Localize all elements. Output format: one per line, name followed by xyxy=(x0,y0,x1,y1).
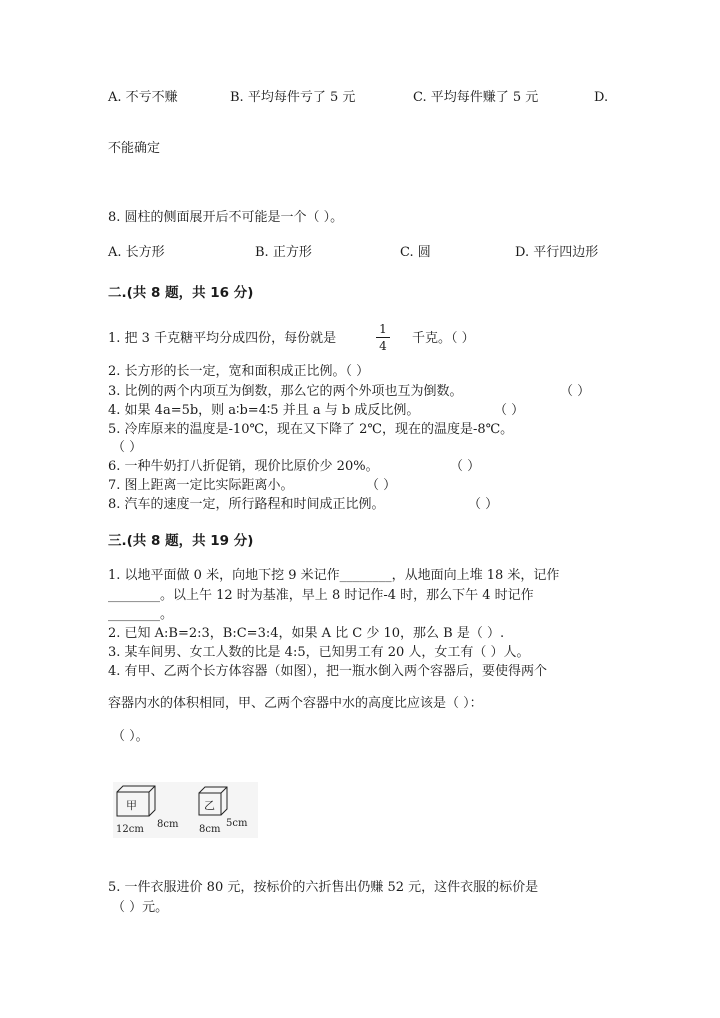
q8-option-b: B. 正方形 xyxy=(255,245,312,260)
q7-option-b: B. 平均每件亏了 5 元 xyxy=(230,90,356,105)
s2-q1-tail: 千克。（ ） xyxy=(412,331,475,346)
s2-q7: 7. 图上距离一定比实际距离小。 xyxy=(108,478,294,493)
s2-q4-paren: （ ） xyxy=(494,403,525,418)
section-2-heading: 二.(共 8 题，共 16 分) xyxy=(108,285,254,301)
q7-option-a: A. 不亏不赚 xyxy=(108,90,178,105)
s2-q5-paren: （ ） xyxy=(112,440,143,455)
s3-q5-line2: （ ）元。 xyxy=(112,900,169,915)
s2-q1-fraction xyxy=(376,322,390,353)
fraction-bar xyxy=(376,337,390,338)
s2-q2: 2. 长方形的长一定，宽和面积成正比例。（ ） xyxy=(108,364,370,379)
q8-option-c: C. 圆 xyxy=(400,245,431,260)
container-b-depth: 5cm xyxy=(226,818,248,829)
q8-question: 8. 圆柱的侧面展开后不可能是一个（ ）。 xyxy=(108,210,344,225)
s3-q1-line1: 1. 以地平面做 0 米，向地下挖 9 米记作________，从地面向上堆 18 米，记作 xyxy=(108,568,560,583)
q7-option-d-text: 不能确定 xyxy=(108,141,161,156)
container-a-length: 12cm xyxy=(116,824,144,835)
q8-option-a: A. 长方形 xyxy=(108,245,165,260)
section-3-heading: 三.(共 8 题，共 19 分) xyxy=(108,533,254,549)
container-b-label: 乙 xyxy=(204,799,215,812)
fraction-denominator: 4 xyxy=(379,339,387,353)
q7-option-c: C. 平均每件赚了 5 元 xyxy=(413,90,539,105)
q7-option-d: D. xyxy=(594,90,609,105)
s3-q1-line2: ________。以上午 12 时为基准，早上 8 时记作-4 时，那么下午 4 时记作 xyxy=(108,588,534,603)
s2-q6-paren: （ ） xyxy=(450,459,481,474)
s3-q1-line3: ________。 xyxy=(108,607,174,622)
s2-q6: 6. 一种牛奶打八折促销，现价比原价少 20%。 xyxy=(108,459,379,474)
s2-q3: 3. 比例的两个内项互为倒数，那么它的两个外项也互为倒数。 xyxy=(108,384,463,399)
s3-q3: 3. 某车间男、女工人数的比是 4:5，已知男工有 20 人，女工有（ ）人。 xyxy=(108,645,530,660)
container-b-length: 8cm xyxy=(199,824,221,835)
container-a-depth: 8cm xyxy=(157,819,179,830)
s3-q5-line1: 5. 一件衣服进价 80 元，按标价的六折售出仍赚 52 元，这件衣服的标价是 xyxy=(108,880,539,895)
s3-q2: 2. 已知 A:B=2:3，B:C=3:4，如果 A 比 C 少 10，那么 B 是（ ）. xyxy=(108,626,505,641)
s2-q8: 8. 汽车的速度一定，所行路程和时间成正比例。 xyxy=(108,497,385,512)
s2-q4: 4. 如果 4a=5b，则 a∶b=4∶5 并且 a 与 b 成反比例。 xyxy=(108,403,420,418)
s2-q1-text: 1. 把 3 千克糖平均分成四份，每份就是 xyxy=(108,331,337,346)
s2-q8-paren: （ ） xyxy=(468,497,499,512)
s3-q4-line2: 容器内水的体积相同，甲、乙两个容器中水的高度比应该是（ ）： xyxy=(108,696,483,711)
s3-q4-line1: 4. 有甲、乙两个长方体容器（如图），把一瓶水倒入两个容器后，要使得两个 xyxy=(108,664,548,679)
fraction-numerator: 1 xyxy=(379,322,387,336)
containers-figure xyxy=(113,782,258,838)
s3-q4-line3: （ ）。 xyxy=(112,729,149,744)
s2-q3-paren: （ ） xyxy=(560,384,591,399)
containers-diagram xyxy=(113,782,258,838)
s2-q7-paren: （ ） xyxy=(366,478,397,493)
s2-q5: 5. 冷库原来的温度是-10℃，现在又下降了 2℃，现在的温度是-8℃。 xyxy=(108,422,514,437)
q8-option-d: D. 平行四边形 xyxy=(515,245,599,260)
container-a-label: 甲 xyxy=(126,799,137,812)
